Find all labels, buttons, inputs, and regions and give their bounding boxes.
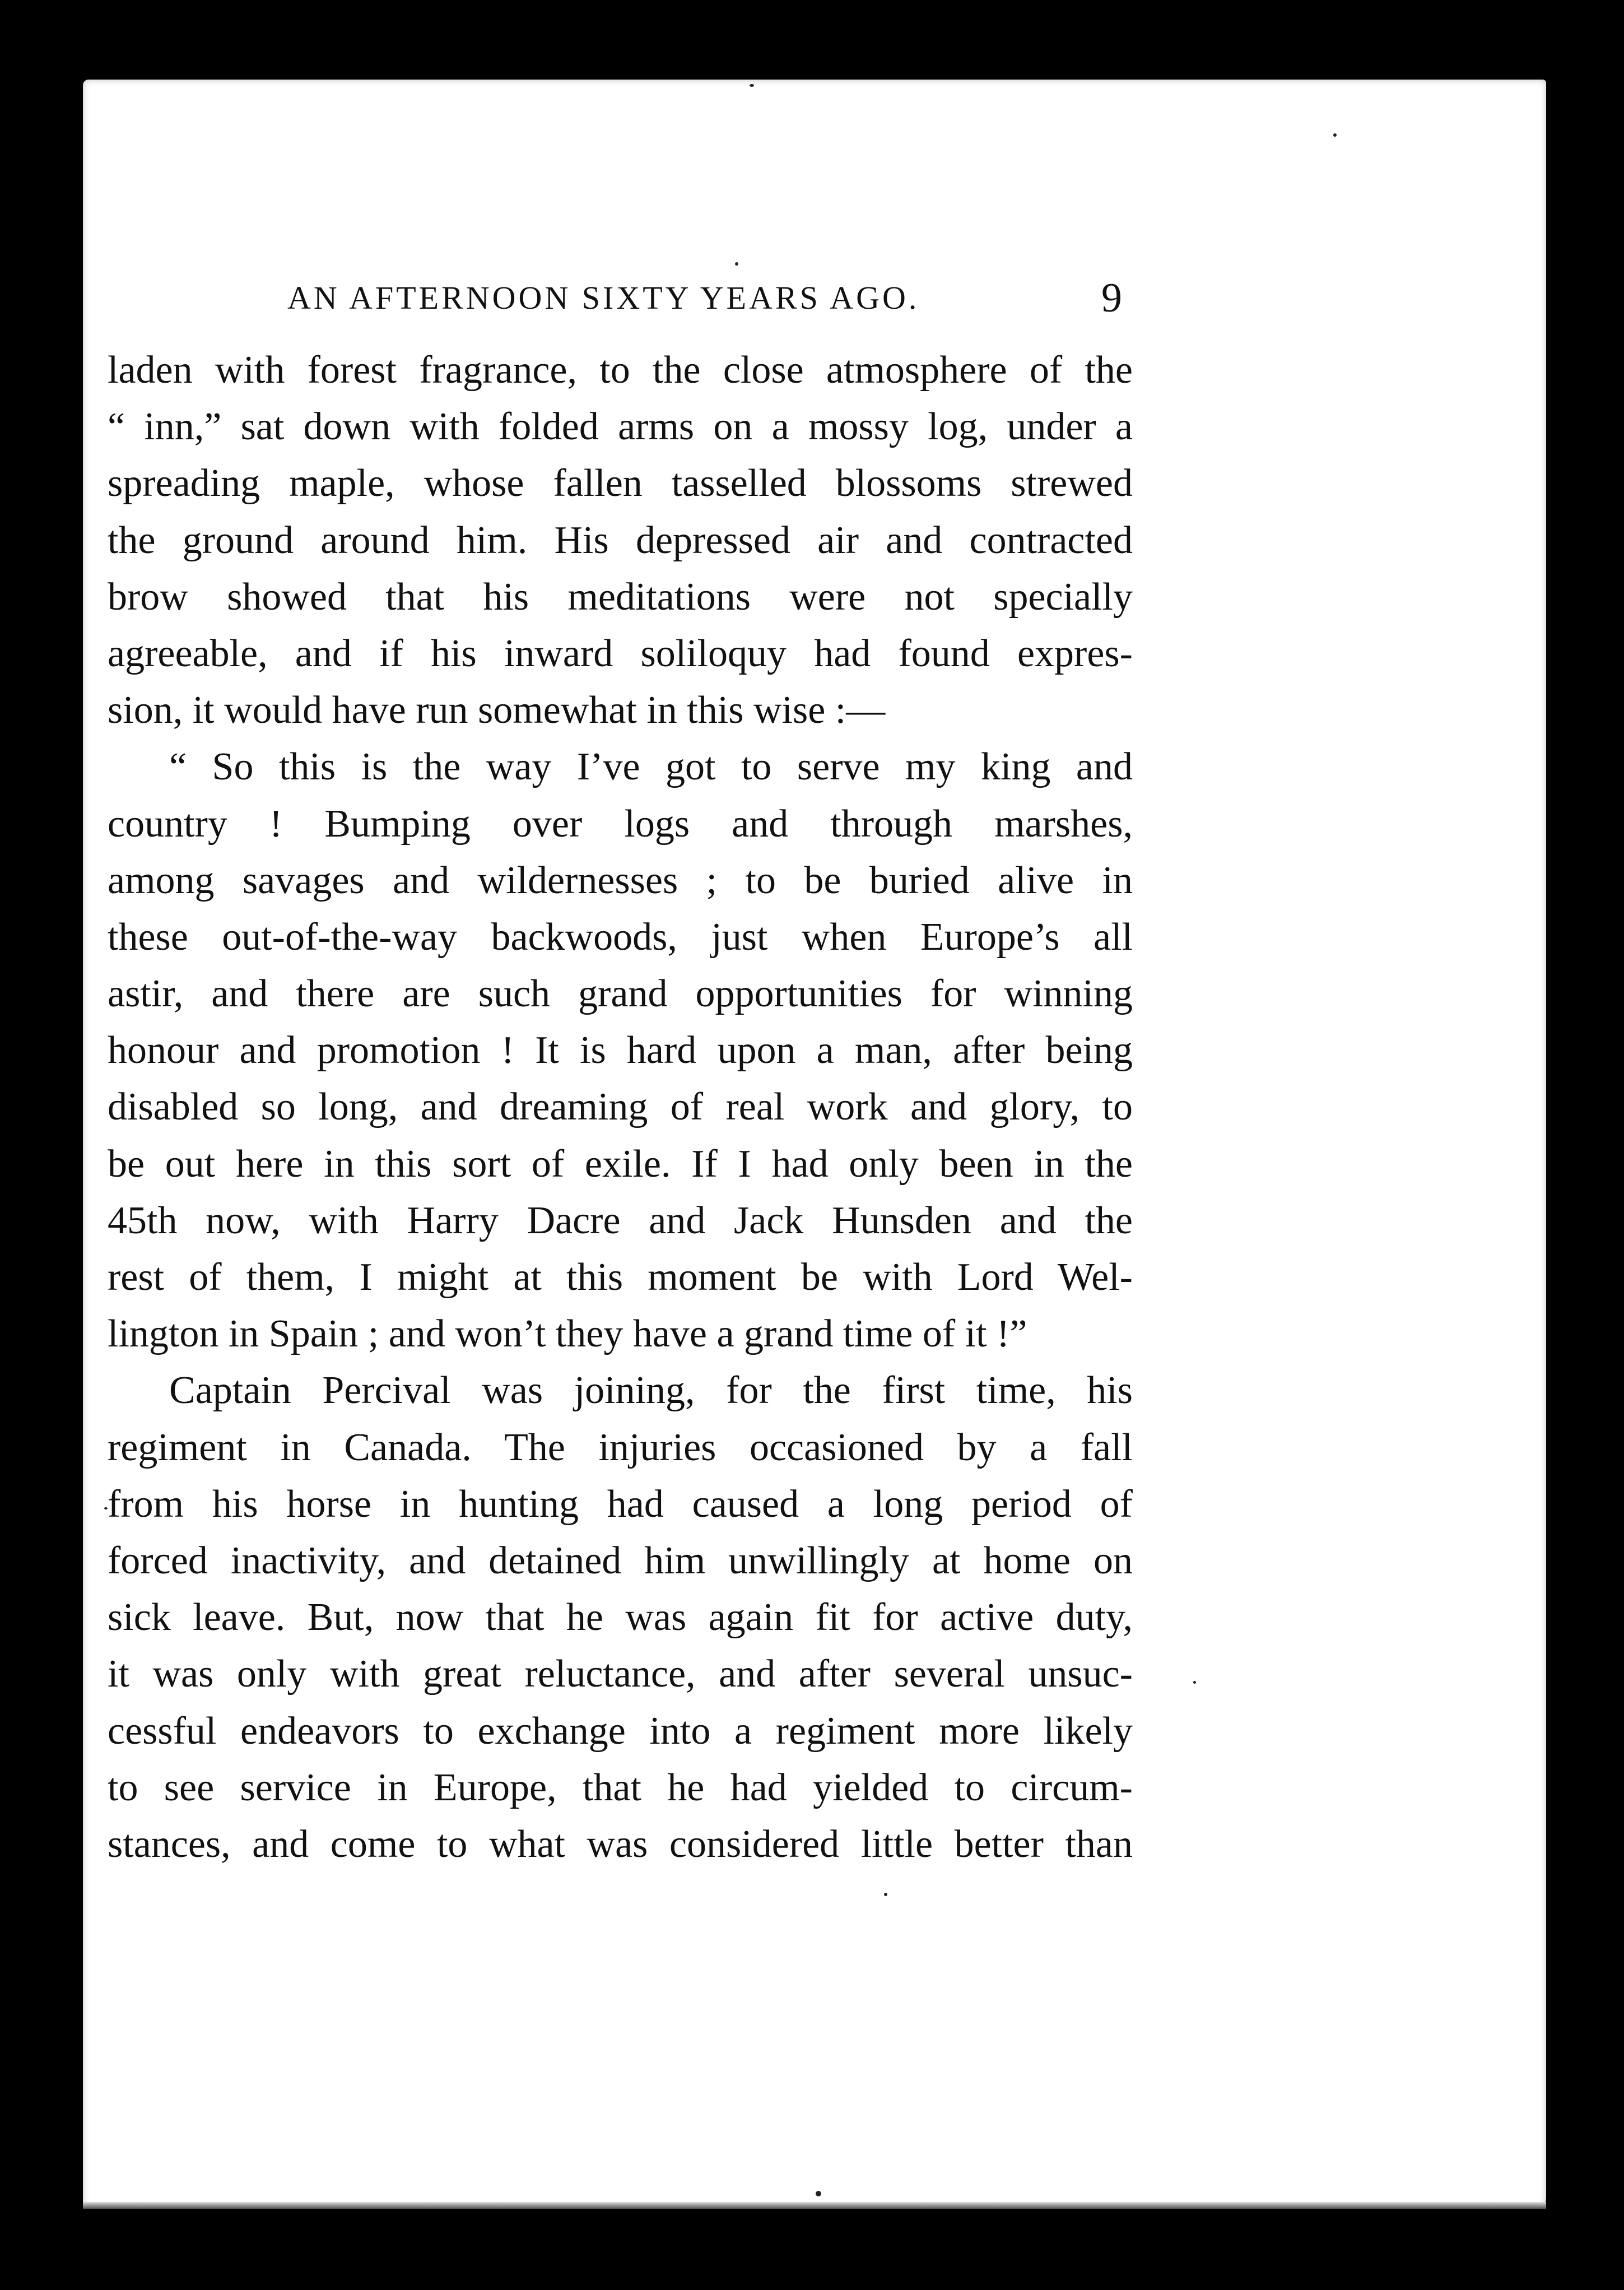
running-title: AN AFTERNOON SIXTY YEARS AGO.: [287, 280, 920, 316]
text-line: sion, it would have run somewhat in this wise :—: [108, 689, 886, 732]
text-line: lington in Spain ; and won’t they have a grand time of it !”: [108, 1312, 1027, 1356]
text-line: regiment in Canada. The injuries occasioned by a fall: [108, 1425, 1133, 1469]
text-line: sick leave. But, now that he was again fit for active duty,: [108, 1596, 1133, 1639]
text-line: to see service in Europe, that he had yielded to circum-: [108, 1766, 1133, 1809]
text-line: rest of them, I might at this moment be with Lord Wel-: [108, 1256, 1133, 1299]
text-line: spreading maple, whose fallen tasselled blossoms strewed: [108, 462, 1133, 505]
text-line: “ inn,” sat down with folded arms on a mossy log, under a: [108, 405, 1133, 449]
text-line: forced inactivity, and detained him unwillingly at home on: [108, 1539, 1133, 1582]
text-line: from his horse in hunting had caused a long period of: [108, 1482, 1133, 1526]
scan-speck: [816, 2191, 821, 2196]
text-line: the ground around him. His depressed air and contracted: [108, 518, 1133, 562]
scan-speck: [735, 262, 738, 266]
text-line: be out here in this sort of exile. If I had only been in the: [108, 1142, 1133, 1186]
scan-speck: [1193, 1681, 1196, 1684]
text-line: it was only with great reluctance, and after several unsuc-: [108, 1652, 1133, 1696]
scan-speck: [1333, 133, 1337, 137]
running-header: [287, 276, 1122, 320]
scan-speck: [750, 84, 754, 87]
scan-speck: [104, 1507, 108, 1509]
text-line: country ! Bumping over logs and through marshes,: [108, 802, 1133, 846]
text-line: brow showed that his meditations were not specially: [108, 575, 1133, 619]
text-line: these out-of-the-way backwoods, just when Europe’s all: [108, 915, 1133, 959]
text-line: “ So this is the way I’ve got to serve my king and: [169, 745, 1133, 789]
text-line: honour and promotion ! It is hard upon a man, after being: [108, 1029, 1133, 1072]
text-line: 45th now, with Harry Dacre and Jack Hunsden and the: [108, 1199, 1133, 1242]
text-line: laden with forest fragrance, to the close atmosphere of the: [108, 349, 1133, 392]
text-line: agreeable, and if his inward soliloquy had found expres-: [108, 631, 1133, 675]
text-line: stances, and come to what was considered little better than: [108, 1822, 1133, 1866]
text-line: astir, and there are such grand opportunities for winning: [108, 972, 1133, 1016]
page-number: 9: [1101, 275, 1122, 321]
text-line: cessful endeavors to exchange into a regiment more likely: [108, 1709, 1133, 1753]
text-line: among savages and wildernesses ; to be buried alive in: [108, 858, 1133, 902]
text-line: disabled so long, and dreaming of real work and glory, to: [108, 1085, 1133, 1129]
text-line: Captain Percival was joining, for the first time, his: [169, 1369, 1133, 1413]
body-text: [108, 342, 1133, 1873]
scan-speck: [884, 1893, 887, 1896]
page-bottom-edge: [83, 2202, 1546, 2209]
